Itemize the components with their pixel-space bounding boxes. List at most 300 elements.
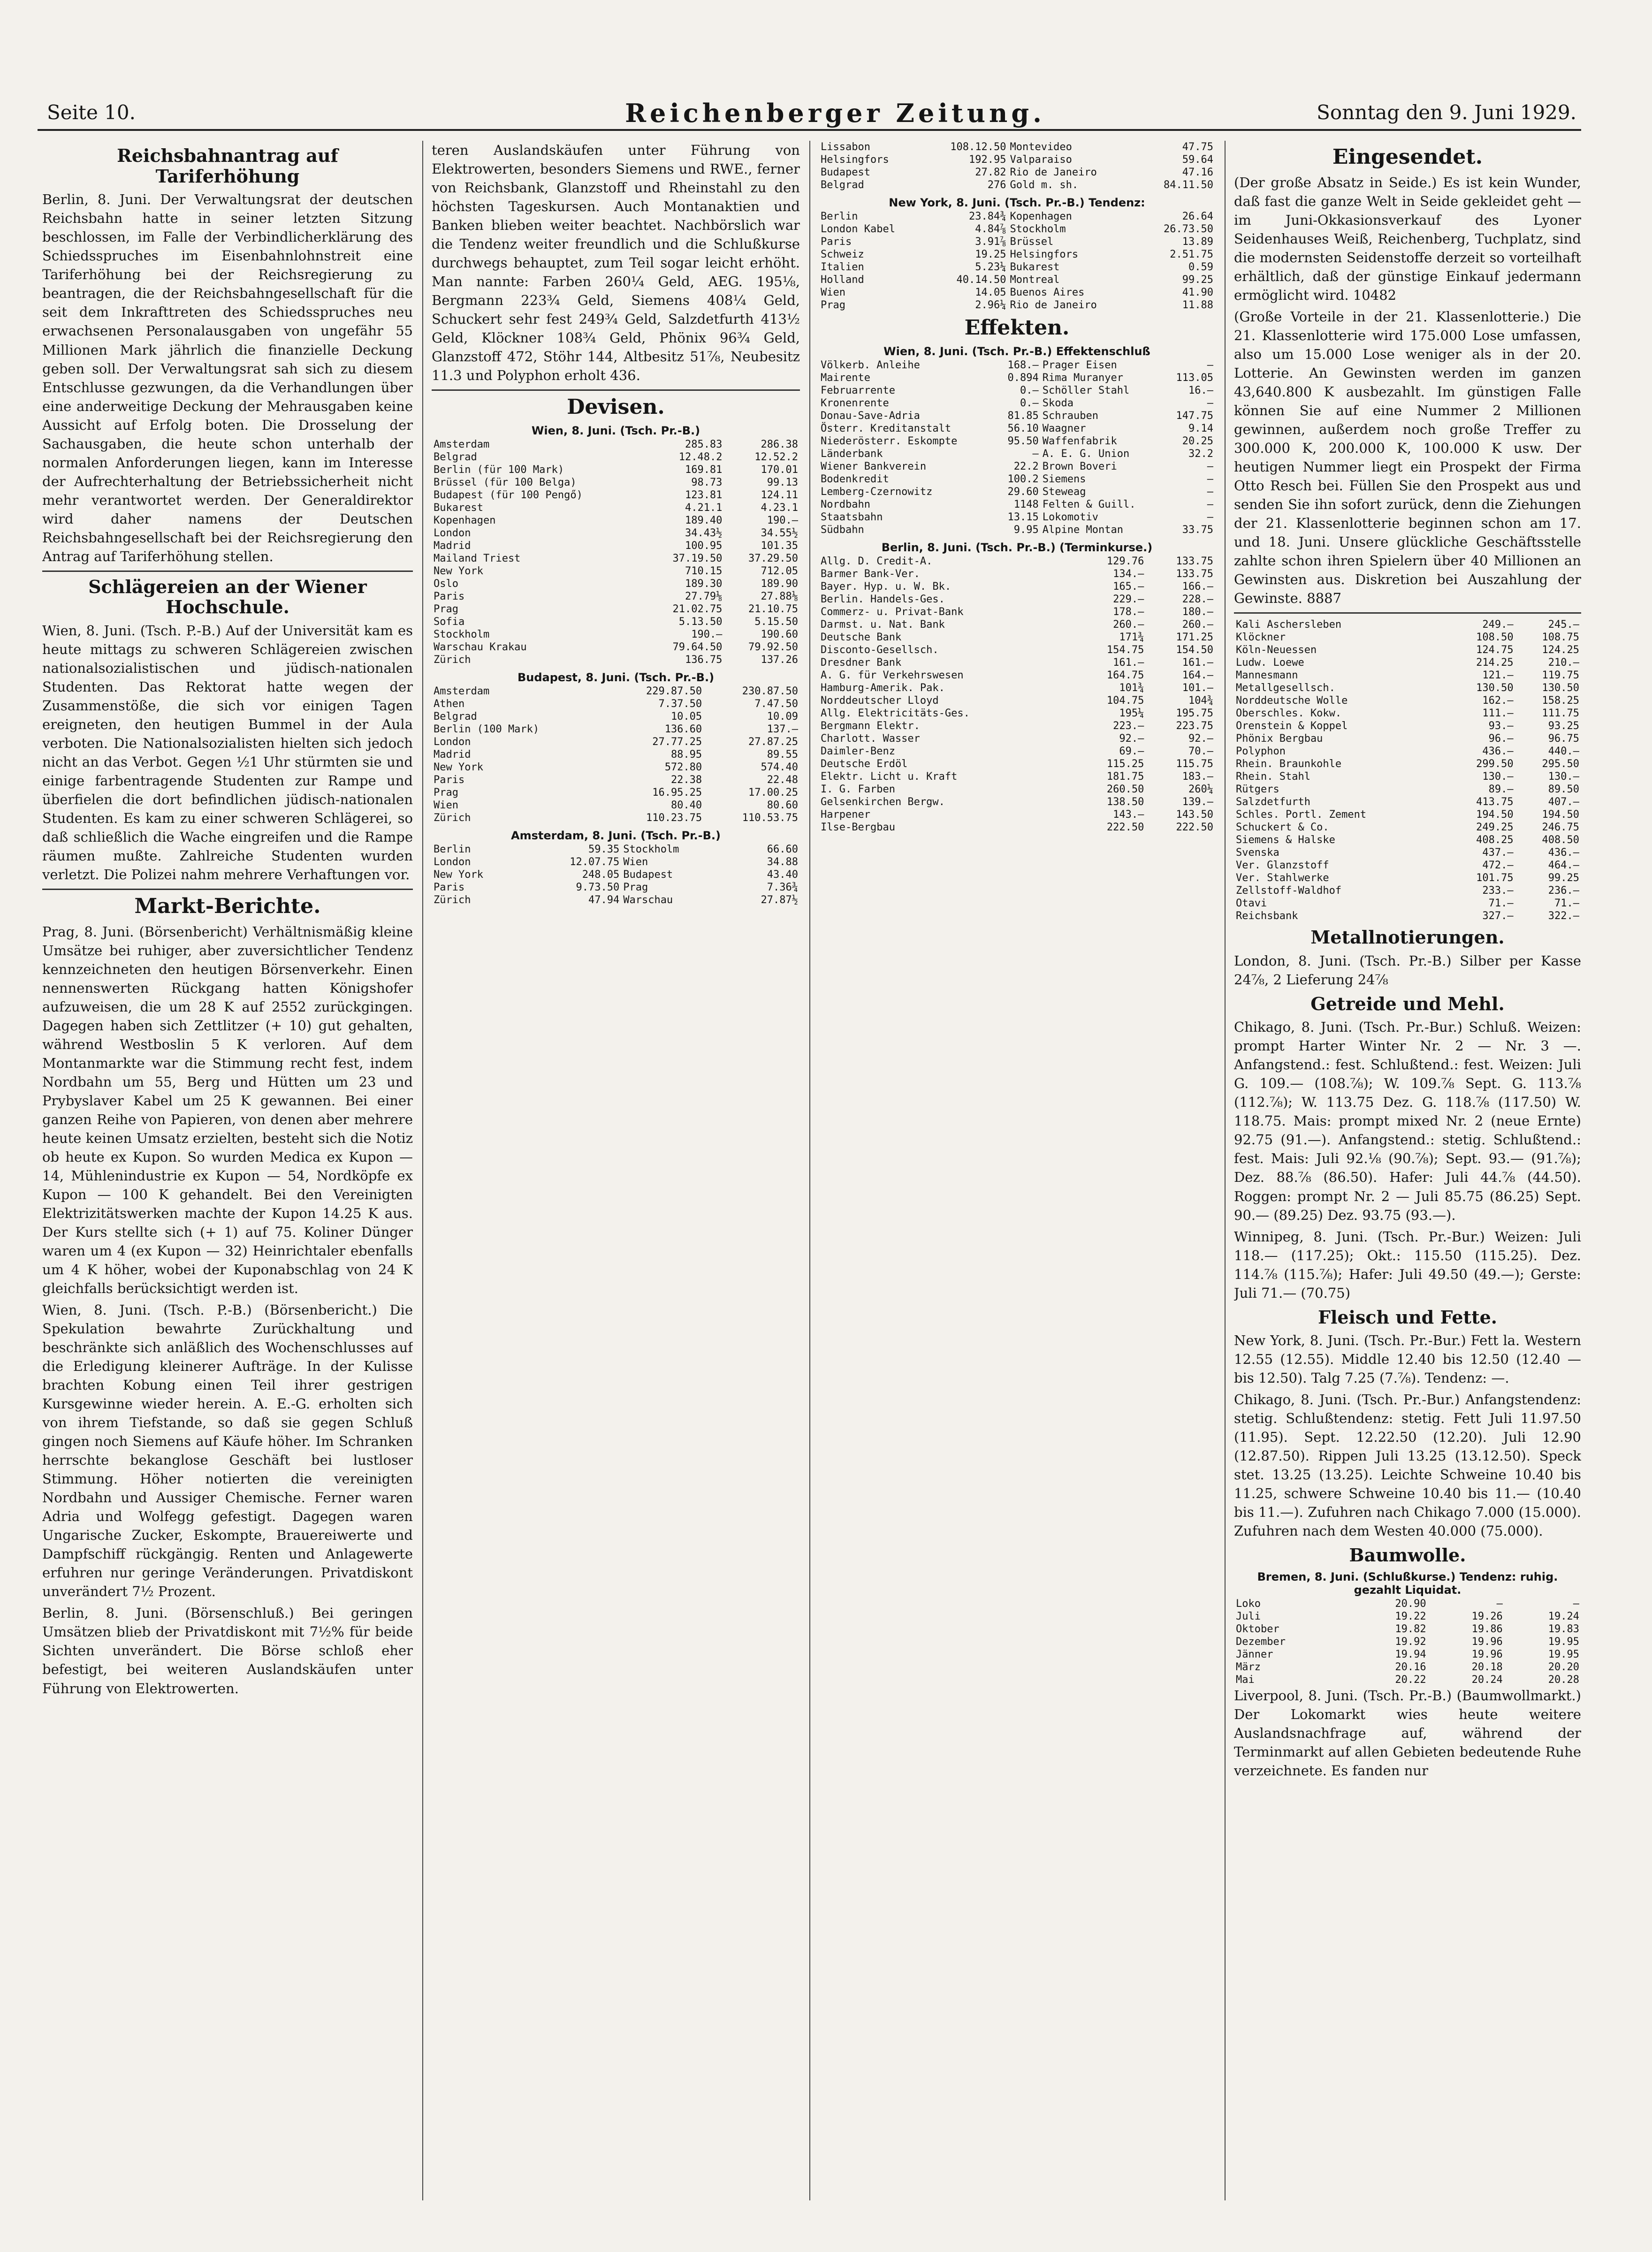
table-cell: 408.25 <box>1476 834 1514 846</box>
table-cell: 121.— <box>1482 669 1514 681</box>
table-row <box>432 881 800 894</box>
table-row <box>432 590 800 603</box>
table-cell: Berlin <box>821 211 858 222</box>
table-row <box>819 568 1215 580</box>
table-cell: Rhein. Braunkohle <box>1236 758 1342 770</box>
table-cell: London <box>434 736 471 748</box>
table-cell: 79.64.50 <box>672 641 723 653</box>
table-cell: 171.25 <box>1176 631 1213 643</box>
table-row <box>432 489 800 502</box>
table-cell: 295.50 <box>1542 758 1579 770</box>
table-cell: 5.13.50 <box>678 616 723 628</box>
table-cell: Phönix Bergbau <box>1236 732 1323 745</box>
table-cell: Rhein. Stahl <box>1236 770 1310 783</box>
quote-table <box>819 359 1215 536</box>
table-cell: 2.96¼ <box>975 299 1006 311</box>
article-title: Schlägereien an der Wiener Hochschule. <box>88 576 367 618</box>
table-cell: 0.— <box>1020 397 1039 409</box>
table-cell: 29.60 <box>1007 486 1039 498</box>
table-row <box>819 631 1215 644</box>
table-row <box>432 578 800 590</box>
table-row <box>432 799 800 812</box>
table-cell: 19.86 <box>1471 1623 1503 1636</box>
table-cell: 4.23.1 <box>761 502 798 514</box>
table-cell: 161.— <box>1182 656 1213 669</box>
table-cell: 98.73 <box>691 476 723 488</box>
table-cell: Österr. Kreditanstalt <box>821 422 952 434</box>
table-cell: Daimler-Benz <box>821 745 895 757</box>
quote-header: Bremen, 8. Juni. (Schlußkurse.) Tendenz: ruhig. gezahlt Liquidat. <box>1257 1570 1558 1597</box>
table-cell: 229.— <box>1113 593 1144 605</box>
table-cell: Bodenkredit <box>821 473 889 485</box>
table-cell: 222.50 <box>1176 821 1213 833</box>
table-cell: 26.73.50 <box>1164 223 1213 235</box>
table-row <box>819 153 1215 166</box>
table-row <box>1234 796 1581 808</box>
table-row <box>432 761 800 774</box>
table-cell: 34.88 <box>767 856 798 868</box>
quote-header: Wien, 8. Juni. (Tsch. Pr.-B.) <box>531 424 700 437</box>
table-cell: 299.50 <box>1476 758 1514 770</box>
table-cell: 327.— <box>1482 910 1514 922</box>
table-cell: Hamburg-Amerik. Pak. <box>821 682 945 694</box>
table-cell: 436.— <box>1482 745 1514 757</box>
table-cell: — <box>1207 359 1213 371</box>
table-row <box>1234 732 1581 745</box>
table-cell: Stockholm <box>1010 223 1066 235</box>
column-4 <box>1234 141 1581 2200</box>
table-cell: Prag <box>623 881 648 893</box>
section-title: Eingesendet. <box>1332 145 1483 169</box>
table-cell: 0.894 <box>1007 372 1039 384</box>
table-row <box>1234 821 1581 834</box>
table-cell: 19.22 <box>1395 1611 1426 1623</box>
table-row <box>819 179 1215 191</box>
table-cell: 59.64 <box>1182 154 1213 166</box>
table-row <box>432 843 800 856</box>
table-cell: Italien <box>821 261 864 273</box>
divider <box>42 571 413 572</box>
article-body: (Der große Absatz in Seide.) Es ist kein Wunder, daß fast die ganze Welt in Seide gekleidet geht — im Juni-Okkasionsverkauf des Lyoner Seidenhauses Weiß, Reichenberg, Tuchplatz, sind die modernsten Seidenstoffe derzeit so vorteilhaft erhältlich, daß der günstige Einkauf jedermann ermöglicht wird. 10482 <box>1234 174 1581 303</box>
table-row <box>432 685 800 698</box>
table-cell: 43.40 <box>767 868 798 881</box>
table-row <box>819 580 1215 593</box>
table-cell: Deutsche Bank <box>821 631 902 643</box>
table-cell: Klöckner <box>1236 631 1286 643</box>
table-cell: Buenos Aires <box>1010 287 1085 298</box>
table-row <box>1234 808 1581 821</box>
table-cell: Berlin (100 Mark) <box>434 723 540 735</box>
table-cell: London <box>434 527 471 539</box>
table-cell: 190.— <box>767 514 798 526</box>
section-title: Baumwolle. <box>1349 1544 1466 1566</box>
table-row <box>432 894 800 906</box>
table-cell: 137.— <box>767 723 798 735</box>
table-row <box>819 720 1215 732</box>
divider <box>432 389 800 391</box>
table-cell: 47.94 <box>588 894 620 906</box>
table-row <box>1234 644 1581 656</box>
table-cell: 20.18 <box>1471 1661 1503 1674</box>
table-cell: 437.— <box>1482 846 1514 859</box>
table-row <box>819 372 1215 384</box>
table-cell: Staatsbahn <box>821 511 883 523</box>
table-cell: 20.28 <box>1548 1674 1579 1686</box>
article-body: Berlin, 8. Juni. Der Verwaltungsrat der deutschen Reichsbahn hatte in seiner letzten Sitzung beschlossen, im Falle der Verbindlicherklärung des Schiedsspruches im Eisenbahnlohnstreit eine Tariferhöhung bei der Reichsregierung zu beantragen, die der Reichsbahngesellschaft für die seit dem Inkrafttreten des Schiedsspruches neu erwachsenen Personalausgaben von ungefähr 55 Millionen Mark jährlich die finanzielle Deckung geben soll. Der Verwaltungsrat sah sich zu diesem Entschlusse gezwungen, da die Verhandlungen über eine anderweitige Deckung der Mehrausgaben keine Aussicht auf Erfolg boten. Die Drosselung der Sachausgaben, die heute schon unterhalb der normalen Anforderungen liegen, kann im Interesse der Aufrechterhaltung der Betriebssicherheit nicht mehr verantwortet werden. Der Generaldirektor wird daher namens der Deutschen Reichsbahngesellschaft bei der Reichsregierung den Antrag auf Tariferhöhung stellen. <box>42 191 413 564</box>
table-cell: 7.36¾ <box>767 881 798 893</box>
table-cell: 108.75 <box>1542 631 1579 643</box>
quote-table <box>819 210 1215 312</box>
table-cell: 245.— <box>1548 618 1579 631</box>
table-cell: 137.26 <box>761 654 798 666</box>
table-cell: Stockholm <box>623 843 679 855</box>
table-cell: 260.— <box>1113 618 1144 631</box>
quote-header: Amsterdam, 8. Juni. (Tsch. Pr.-B.) <box>511 829 721 842</box>
table-cell: Loko <box>1236 1598 1261 1610</box>
table-row <box>432 641 800 654</box>
table-cell: 134.— <box>1113 568 1144 580</box>
table-cell: 408.50 <box>1542 834 1579 846</box>
table-cell: Ver. Glanzstoff <box>1236 859 1329 871</box>
table-cell: 154.75 <box>1106 644 1144 656</box>
table-cell: 130.— <box>1482 770 1514 783</box>
table-row <box>819 274 1215 286</box>
article-body: (Große Vorteile in der 21. Klassenlotterie.) Die 21. Klassenlotterie wird 175.000 Lose umfassen, also um 15.000 Lose weniger als in der 20. Lotterie. An Gewinsten werden im ganzen 43,640.800 K ausbezahlt. Im günstigen Falle können Sie auf eine Nummer 2 Millionen gewinnen, außerdem noch große Treffer zu 300.000 K, 200.000 K, 100.000 K usw. Der heutigen Nummer liegt ein Prospekt der Firma Otto Resch bei. Füllen Sie den Prospekt aus und senden Sie ihn sofort zurück, denn die Ziehungen der 21. Klassenlotterie beginnen schon am 17. und 18. Juni. Unsere glückliche Geschäftsstelle zahlte schon ihren Spielern über 40 Millionen an Gewinsten aus. Diskretion bei Auszahlung der Gewinste. 8887 <box>1234 308 1581 606</box>
table-cell: 101¾ <box>1119 682 1144 694</box>
table-cell: — <box>1207 473 1213 485</box>
article-body: Liverpool, 8. Juni. (Tsch. Pr.-B.) (Baumwollmarkt.) Der Lokomarkt wies heute weitere Auslandsnachfrage auf, während der Terminmarkt auf allen Gebieten bedeutende Ruhe verzeichnete. Es fanden nur <box>1234 1688 1581 1779</box>
table-row <box>1234 707 1581 720</box>
table-cell: 130.— <box>1548 770 1579 783</box>
table-cell: 180.— <box>1182 606 1213 618</box>
table-row <box>819 299 1215 312</box>
table-cell: 472.— <box>1482 859 1514 871</box>
table-cell: 20.90 <box>1395 1598 1426 1610</box>
table-cell: 96.— <box>1488 732 1514 745</box>
table-cell: 33.75 <box>1182 524 1213 536</box>
table-cell: 19.96 <box>1471 1649 1503 1661</box>
table-cell: 136.60 <box>664 723 702 735</box>
table-cell: 169.81 <box>685 464 723 476</box>
table-cell: Warschau Krakau <box>434 641 527 653</box>
table-cell: 20.22 <box>1395 1674 1426 1686</box>
table-row <box>1234 758 1581 770</box>
table-cell: Berlin. Handels-Ges. <box>821 593 945 605</box>
table-cell: 7.47.50 <box>754 698 798 710</box>
table-cell: Belgrad <box>821 179 864 191</box>
table-cell: Bergmann Elektr. <box>821 720 920 732</box>
table-cell: 70.— <box>1188 745 1213 757</box>
table-row <box>819 821 1215 834</box>
table-row <box>432 654 800 666</box>
table-cell: 100.2 <box>1007 473 1039 485</box>
table-cell: 248.05 <box>582 868 620 881</box>
table-cell: 27.87½ <box>761 894 798 906</box>
table-cell: 104¾ <box>1188 694 1213 707</box>
table-cell: 260.50 <box>1106 783 1144 795</box>
table-row <box>819 669 1215 682</box>
table-cell: 37.29.50 <box>748 552 798 564</box>
table-cell: 436.— <box>1548 846 1579 859</box>
table-cell: 89.55 <box>767 748 798 761</box>
table-cell: 93.— <box>1488 720 1514 732</box>
table-cell: 71.— <box>1554 897 1579 909</box>
table-cell: 27.82 <box>975 167 1006 178</box>
table-cell: Prager Eisen <box>1042 359 1117 371</box>
table-row <box>819 223 1215 236</box>
table-cell: Valparaiso <box>1010 154 1072 166</box>
table-cell: 161.— <box>1113 656 1144 669</box>
table-row <box>1234 846 1581 859</box>
table-cell: 170.01 <box>761 464 798 476</box>
table-cell: 27.77.25 <box>652 736 702 748</box>
table-cell: Rima Muranyer <box>1042 372 1123 384</box>
table-cell: 407.— <box>1548 796 1579 808</box>
article-title: Reichsbahnantrag auf Tariferhöhung <box>117 145 338 187</box>
table-cell: 10.05 <box>670 710 702 723</box>
table-row <box>432 723 800 736</box>
table-cell: Rio de Janeiro <box>1010 167 1097 178</box>
table-cell: Budapest <box>821 167 870 178</box>
table-row <box>1234 783 1581 796</box>
table-cell: 59.35 <box>588 843 620 855</box>
quote-table <box>819 555 1215 834</box>
table-cell: Bukarest <box>434 502 483 514</box>
table-cell: 17.00.25 <box>748 786 798 799</box>
article-body: London, 8. Juni. (Tsch. Pr.-B.) Silber per Kasse 24⅞, 2 Lieferung 24⅞ <box>1234 952 1581 988</box>
table-cell: Ver. Stahlwerke <box>1236 872 1329 884</box>
table-cell: 20.25 <box>1182 435 1213 447</box>
table-row <box>819 732 1215 745</box>
table-cell: 22.2 <box>1013 460 1039 472</box>
table-cell: Alpine Montan <box>1042 524 1123 536</box>
table-cell: 246.75 <box>1542 821 1579 833</box>
table-row <box>819 745 1215 758</box>
table-cell: Norddeutscher Lloyd <box>821 694 939 707</box>
table-cell: 110.23.75 <box>646 812 702 824</box>
table-row <box>819 644 1215 656</box>
table-row <box>432 540 800 552</box>
table-cell: 19.92 <box>1395 1636 1426 1648</box>
table-row <box>819 555 1215 568</box>
table-cell: 21.10.75 <box>748 603 798 615</box>
table-cell: 81.85 <box>1007 410 1039 422</box>
table-cell: Elektr. Licht u. Kraft <box>821 770 958 783</box>
table-cell: 0.— <box>1020 384 1039 396</box>
table-row <box>819 473 1215 486</box>
table-cell: 19.95 <box>1548 1636 1579 1648</box>
divider <box>1234 612 1581 614</box>
column-1 <box>42 141 413 2200</box>
table-cell: 124.25 <box>1542 644 1579 656</box>
table-cell: Mailand Triest <box>434 552 521 564</box>
table-row <box>819 511 1215 524</box>
table-cell: Paris <box>821 236 852 248</box>
table-cell: Dezember <box>1236 1636 1286 1648</box>
table-cell: 79.92.50 <box>748 641 798 653</box>
table-cell: Länderbank <box>821 448 883 460</box>
table-cell: Commerz- u. Privat-Bank <box>821 606 964 618</box>
table-cell: Kopenhagen <box>1010 211 1072 222</box>
section-title: Getreide und Mehl. <box>1310 993 1505 1014</box>
table-cell: 22.48 <box>767 774 798 786</box>
table-row <box>432 736 800 748</box>
table-cell: 154.50 <box>1176 644 1213 656</box>
table-cell: Paris <box>434 774 465 786</box>
table-cell: 111.— <box>1482 707 1514 719</box>
table-cell: Madrid <box>434 748 471 761</box>
table-cell: Wien <box>821 287 845 298</box>
table-cell: Charlott. Wasser <box>821 732 920 745</box>
table-cell: 195¼ <box>1119 707 1144 719</box>
table-cell: 162.— <box>1482 694 1514 707</box>
table-cell: 147.75 <box>1176 410 1213 422</box>
table-cell: 130.50 <box>1542 682 1579 694</box>
table-row <box>1234 656 1581 669</box>
table-cell: 195.75 <box>1176 707 1213 719</box>
table-row <box>819 758 1215 770</box>
table-cell: 130.50 <box>1476 682 1514 694</box>
quote-table <box>432 685 800 824</box>
table-cell: Disconto-Gesellsch. <box>821 644 939 656</box>
table-cell: Kronenrente <box>821 397 889 409</box>
article-body: New York, 8. Juni. (Tsch. Pr.-Bur.) Fett la. Western 12.55 (12.55). Middle 12.40 bis 12.50 (12.40 — bis 12.50). Talg 7.25 (7.⅞). Tendenz: —. <box>1234 1332 1581 1386</box>
table-cell: 9.14 <box>1188 422 1213 434</box>
table-cell: 158.25 <box>1542 694 1579 707</box>
table-row <box>432 438 800 451</box>
table-cell: 464.— <box>1548 859 1579 871</box>
table-cell: Montevideo <box>1010 141 1072 153</box>
table-cell: 101.— <box>1182 682 1213 694</box>
table-cell: Schöller Stahl <box>1042 384 1130 396</box>
table-cell: London Kabel <box>821 223 895 235</box>
article-body: Wien, 8. Juni. (Tsch. P.-B.) (Börsenbericht.) Die Spekulation bewahrte Zurückhaltung und beschränkte sich anläßlich des Wochenschlusses auf die Erledigung kleinerer Aufträge. In der Kulisse brachten Kobung einen Teil ihrer gestrigen Kursgewinne wieder herein. A. E.-G. erholten sich von ihrem Tiefstande, so daß sie gegen Schluß gingen noch Siemens auf Käufe höher. Im Schranken herrschte bekanglose Geschäft bei lustloser Stimmung. Höher notierten die vereinigten Nordbahn und Aussiger Chemische. Ferner waren Adria und Wolfegg gefestigt. Dagegen waren Ungarische Zucker, Eskompte, Brauereiwerte und Dampfschiff rückgängig. Renten und Anlagewerte erfuhren nur geringe Veränderungen. Privatdiskont unverändert 7½ Prozent. <box>42 1302 413 1600</box>
table-row <box>432 698 800 710</box>
table-cell: 71.— <box>1488 897 1514 909</box>
table-cell: 178.— <box>1113 606 1144 618</box>
table-cell: 19.95 <box>1548 1649 1579 1661</box>
table-row <box>819 656 1215 669</box>
table-cell: Amsterdam <box>434 685 490 697</box>
table-cell: Brüssel (für 100 Belga) <box>434 476 577 488</box>
table-row <box>819 498 1215 511</box>
table-cell: 712.05 <box>761 565 798 577</box>
table-cell: 20.16 <box>1395 1661 1426 1674</box>
table-cell: I. G. Farben <box>821 783 895 795</box>
table-cell: Wiener Bankverein <box>821 460 927 472</box>
table-cell: Svenska <box>1236 846 1279 859</box>
table-cell: Siemens <box>1042 473 1086 485</box>
table-cell: Schrauben <box>1042 410 1098 422</box>
table-cell: 23.84¾ <box>968 211 1006 222</box>
table-cell: Zürich <box>434 894 471 906</box>
table-cell: 322.— <box>1548 910 1579 922</box>
table-row <box>819 422 1215 435</box>
table-cell: 229.87.50 <box>646 685 702 697</box>
table-cell: 66.60 <box>767 843 798 855</box>
table-cell: 124.75 <box>1476 644 1514 656</box>
table-cell: New York <box>434 565 483 577</box>
table-cell: 27.88⅛ <box>761 590 798 602</box>
article-body: Prag, 8. Juni. (Börsenbericht) Verhältnismäßig kleine Umsätze bei ruhiger, aber zuversichtlicher Tendenz kennzeichneten den heutigen Börsenverkehr. Einen nennenswerten Rückgang hatten Königshofer aufzuweisen, die um 28 K auf 2552 zurückgingen. Dagegen haben sich Zettlitzer (+ 10) gut gehalten, während Westboslin 5 K verloren. Auf dem Montanmarkte war die Stimmung recht fest, indem Nordbahn um 55, Berg und Hütten um 23 und Prybyslaver Kabel um 25 K gewannen. Bei einer ganzen Reihe von Papieren, von denen aber mehrere heute keinen Umsatz erzielten, besteht sich die Notiz ob heute ex Kupon. So wurden Medica ex Kupon — 14, Mühlenindustrie ex Kupon — 54, Nordköpfe ex Kupon — 100 K gehandelt. Bei den Vereinigten Elektrizitätswerken machte der Kupon 14.25 K aus. Der Kurs stellte sich (+ 1) auf 75. Koliner Dünger waren um 4 (ex Kupon — 32) Heinrichtaler ebenfalls um 4 K höher, wobei der Kuponabschlag von 24 K gleichfalls berücksichtigt werden ist. <box>42 923 413 1297</box>
table-cell: Köln-Neuessen <box>1236 644 1317 656</box>
table-cell: 129.76 <box>1106 555 1144 567</box>
table-cell: 99.13 <box>767 476 798 488</box>
table-cell: 194.50 <box>1542 808 1579 821</box>
table-cell: 80.60 <box>767 799 798 811</box>
table-cell: 286.38 <box>761 438 798 450</box>
page-number: Seite 10. <box>47 101 136 124</box>
table-row <box>819 286 1215 299</box>
table-cell: 19.24 <box>1548 1611 1579 1623</box>
table-row <box>1234 884 1581 897</box>
table-cell: Prag <box>434 603 458 615</box>
table-cell: 19.82 <box>1395 1623 1426 1636</box>
table-row <box>1234 631 1581 644</box>
table-cell: Rio de Janeiro <box>1010 299 1097 311</box>
table-cell: 47.75 <box>1182 141 1213 153</box>
table-cell: 143.50 <box>1176 808 1213 821</box>
divider <box>42 889 413 890</box>
table-row <box>1234 1623 1581 1636</box>
table-cell: Polyphon <box>1236 745 1286 757</box>
table-cell: 12.07.75 <box>570 856 620 868</box>
table-row <box>1234 1661 1581 1674</box>
table-cell: Jänner <box>1236 1649 1273 1661</box>
table-cell: 19.25 <box>975 249 1006 260</box>
quote-table <box>432 438 800 666</box>
table-cell: Lissabon <box>821 141 870 153</box>
table-cell: 101.35 <box>761 540 798 552</box>
table-row <box>432 514 800 527</box>
table-row <box>432 552 800 565</box>
table-cell: Juli <box>1236 1611 1261 1623</box>
table-cell: 14.05 <box>975 287 1006 298</box>
table-cell: 233.— <box>1482 884 1514 897</box>
table-cell: Budapest <box>623 868 673 881</box>
table-row <box>819 593 1215 606</box>
table-row <box>1234 1610 1581 1623</box>
table-row <box>1234 1674 1581 1686</box>
table-cell: Zürich <box>434 654 471 666</box>
table-cell: Helsingfors <box>821 154 889 166</box>
table-cell: Prag <box>821 299 845 311</box>
table-cell: 115.75 <box>1176 758 1213 770</box>
table-cell: 133.75 <box>1176 568 1213 580</box>
table-cell: 21.02.75 <box>672 603 723 615</box>
table-row <box>819 796 1215 808</box>
table-cell: Dresdner Bank <box>821 656 902 669</box>
table-row <box>432 710 800 723</box>
table-cell: — <box>1032 448 1039 460</box>
table-cell: März <box>1236 1661 1261 1674</box>
table-cell: 16.95.25 <box>652 786 702 799</box>
section-title: Effekten. <box>964 316 1070 340</box>
quote-table <box>819 141 1215 191</box>
table-cell: 260¼ <box>1188 783 1213 795</box>
table-cell: 440.— <box>1548 745 1579 757</box>
table-cell: 276 <box>987 179 1006 191</box>
table-cell: 80.40 <box>670 799 702 811</box>
table-cell: Steweag <box>1042 486 1086 498</box>
table-cell: 168.— <box>1007 359 1039 371</box>
table-cell: 88.95 <box>670 748 702 761</box>
table-cell: 183.— <box>1182 770 1213 783</box>
table-row <box>819 486 1215 498</box>
table-cell: 228.— <box>1182 593 1213 605</box>
table-cell: 189.30 <box>685 578 723 590</box>
table-cell: 27.79⅛ <box>685 590 723 602</box>
